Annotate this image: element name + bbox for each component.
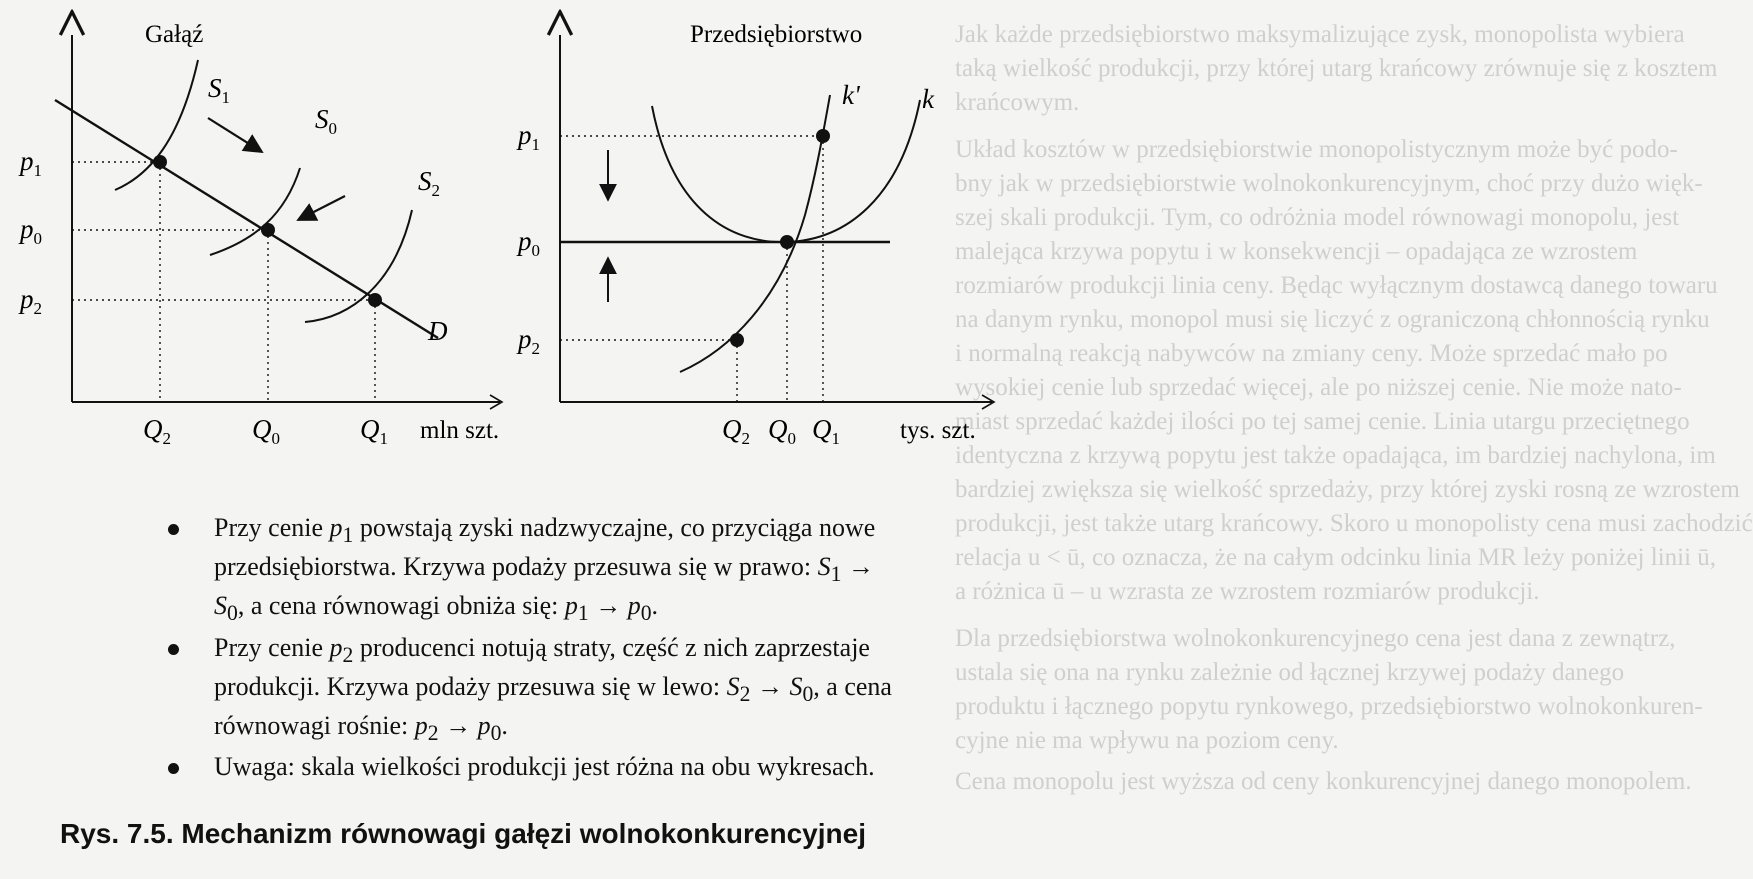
bleed-line: rozmiarów produkcji linia ceny. Będąc wyłącznym dostawcą danego towaru xyxy=(955,272,1718,299)
left-price-p1: $p_1$ xyxy=(20,146,42,180)
label-k: k xyxy=(922,84,934,114)
label-s1: $S_1$ xyxy=(208,73,230,107)
bleed-line: Cena monopolu jest wyższa od ceny konkurencyjnej danego monopolem. xyxy=(955,768,1692,795)
bullet-item-price-p1: Przy cenie $p_1$ powstają zyski nadzwyczajne, co przyciąga nowe przedsiębiorstwa. Krzywa podaży przesuwa się w prawo: $S_1 \to S_0$, a cena równowagi obniża się: $p_1 \to p_0$. xyxy=(168,512,898,630)
firm-point-p1 xyxy=(816,129,830,143)
bleed-line: wysokiej cenie lub sprzedać więcej, ale po niższej cenie. Nie może nato- xyxy=(955,374,1682,401)
right-x-unit: tys. szt. xyxy=(900,417,976,444)
right-price-p2: $p_2$ xyxy=(518,324,540,358)
firm-point-p0 xyxy=(780,235,794,249)
bleed-line: produktu i łącznego popytu rynkowego, przedsiębiorstwo wolnokonkuren- xyxy=(955,693,1703,720)
label-d: D xyxy=(428,316,448,346)
bleed-line: krańcowym. xyxy=(955,89,1080,116)
bleed-line: na danym rynku, monopol musi się liczyć z ograniczoną chłonnością rynku xyxy=(955,306,1710,333)
left-price-p0: $p_0$ xyxy=(20,214,42,248)
left-qty-q0: $Q_0$ xyxy=(252,414,280,448)
left-qty-q2: $Q_2$ xyxy=(143,414,171,448)
left-price-p2: $p_2$ xyxy=(20,284,42,318)
firm-point-p2 xyxy=(730,333,744,347)
equilibrium-point-0 xyxy=(261,223,275,237)
bleed-line: Układ kosztów w przedsiębiorstwie monopolistycznym może być podo- xyxy=(955,136,1678,163)
left-guides xyxy=(72,162,375,402)
bleed-line: cyjne nie ma wpływu na poziom ceny. xyxy=(955,727,1339,754)
figure-caption: Rys. 7.5. Mechanizm równowagi gałęzi wolnokonkurencyjnej xyxy=(60,818,866,849)
bleed-line: malejąca krzywa popytu i w konsekwencji – opadająca ze wzrostem xyxy=(955,238,1638,265)
shift-arrow-right xyxy=(208,118,262,152)
left-x-unit: mln szt. xyxy=(420,417,500,444)
equilibrium-point-1 xyxy=(153,155,167,169)
left-qty-q1: $Q_1$ xyxy=(360,414,388,448)
bleed-line: relacja u < ū, co oznacza, że na całym odcinku linia MR leży poniżej linii ū, xyxy=(955,544,1717,571)
right-qty-q2: $Q_2$ xyxy=(722,414,750,448)
bleed-line: produkcji, jest także utarg krańcowy. Skoro u monopolisty cena musi zachodzić xyxy=(955,510,1753,537)
right-title: Przedsiębiorstwo xyxy=(690,21,863,48)
equilibrium-point-2 xyxy=(368,293,382,307)
bleed-line: i normalną reakcją nabywców na zmiany ceny. Może sprzedać mało po xyxy=(955,340,1668,367)
bleed-line: taką wielkość produkcji, przy której utarg krańcowy zrównuje się z kosztem xyxy=(955,55,1718,82)
bleed-line: Jak każde przedsiębiorstwo maksymalizujące zysk, monopolista wybiera xyxy=(955,21,1685,48)
bullet-dot xyxy=(168,763,179,774)
bleed-line: miast sprzedać każdej ilości po tej samej cenie. Linia utargu przeciętnego xyxy=(955,408,1690,435)
average-cost-curve-k xyxy=(652,100,920,242)
bleed-line: bardziej zwiększa się wielkość sprzedaży, przy której zyski rosną ze wzrostem xyxy=(955,476,1740,503)
bullet-dot xyxy=(168,524,179,535)
bleed-line: identyczna z krzywą popytu jest także opadająca, im bardziej nachylona, im xyxy=(955,442,1716,469)
left-diagram xyxy=(18,21,502,448)
bullet-item-price-p2: Przy cenie $p_2$ producenci notują straty, część z nich zaprzestaje produkcji. Krzywa podaży przesuwa się w lewo: $S_2 \to S_0$, a cena równowagi rośnie: $p_2 \to p_0$. xyxy=(168,632,898,750)
right-price-p1: $p_1$ xyxy=(518,120,540,154)
left-title: Gałąź xyxy=(145,21,204,48)
bullet-list xyxy=(168,512,898,782)
shift-arrow-left xyxy=(298,196,345,220)
bullet-item-note: Uwaga: skala wielkości produkcji jest różna na obu wykresach. xyxy=(168,751,898,782)
supply-curve-s0 xyxy=(210,168,300,255)
right-qty-q1: $Q_1$ xyxy=(812,414,840,448)
bleed-line: Dla przedsiębiorstwa wolnokonkurencyjnego cena jest dana z zewnątrz, xyxy=(955,625,1676,652)
label-s0: $S_0$ xyxy=(315,104,337,138)
right-diagram xyxy=(516,21,994,448)
bleed-line: bny jak w przedsiębiorstwie wolnokonkurencyjnym, choć przy dużo więk- xyxy=(955,170,1703,197)
right-qty-q0: $Q_0$ xyxy=(768,414,796,448)
right-price-p0: $p_0$ xyxy=(518,226,540,260)
supply-curve-s1 xyxy=(115,60,198,190)
bleed-line: szej skali produkcji. Tym, co odróżnia model równowagi monopolu, jest xyxy=(955,204,1680,231)
bleed-line: a różnica ū – u wzrasta ze wzrostem rozmiarów produkcji. xyxy=(955,578,1540,605)
bleed-line: ustala się ona na rynku zależnie od łącznej krzywej podaży danego xyxy=(955,659,1625,686)
bullet-dot xyxy=(168,644,179,655)
label-k-prime: k' xyxy=(842,80,860,110)
label-s2: $S_2$ xyxy=(418,166,440,200)
